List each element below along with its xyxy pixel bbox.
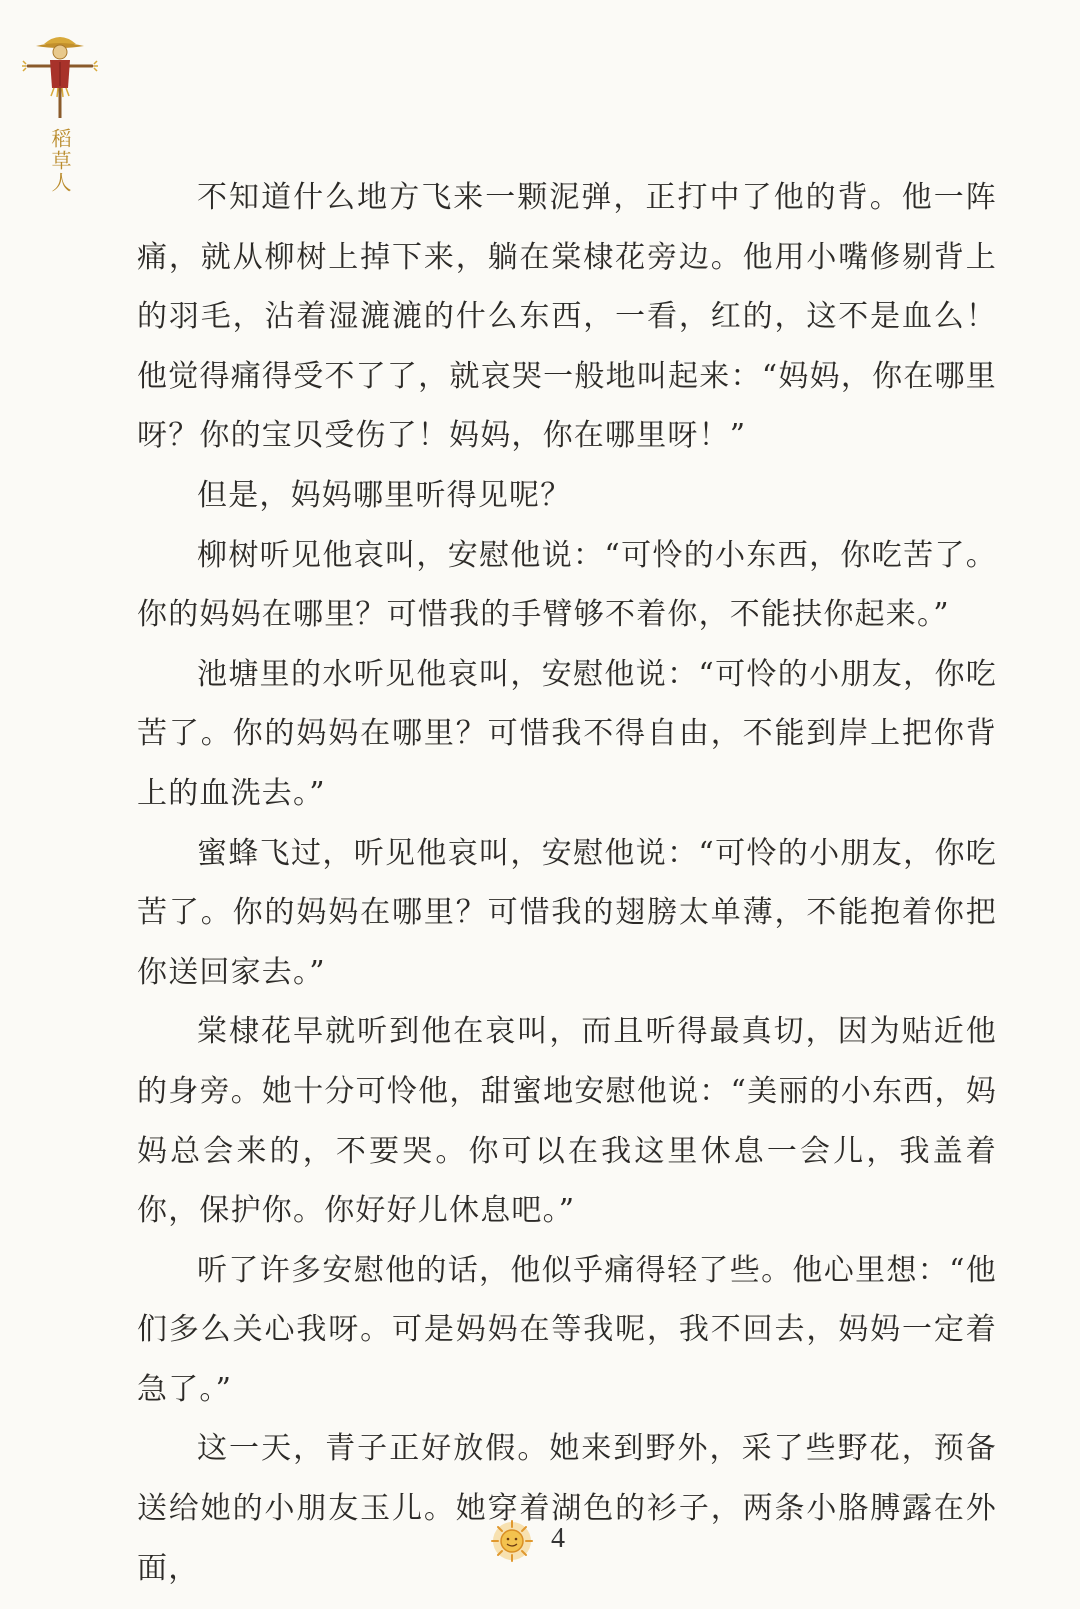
paragraph: 柳树听见他哀叫，安慰他说：“可怜的小东西，你吃苦了。你的妈妈在哪里？可惜我的手臂够不着你，不能扶你起来。”	[137, 537, 997, 633]
paragraph: 棠棣花早就听到他在哀叫，而且听得最真切，因为贴近他的身旁。她十分可怜他，甜蜜地安慰他说：“美丽的小东西，妈妈总会来的，不要哭。你可以在我这里休息一会儿，我盖着你，保护你。你好好儿休息吧。”	[137, 1014, 997, 1229]
paragraph: 蜜蜂飞过，听见他哀叫，安慰他说：“可怜的小朋友，你吃苦了。你的妈妈在哪里？可惜我的翅膀太单薄，不能抱着你把你送回家去。”	[137, 835, 997, 990]
book-title: 稻草人	[48, 128, 72, 194]
paragraph: 池塘里的水听见他哀叫，安慰他说：“可怜的小朋友，你吃苦了。你的妈妈在哪里？可惜我不得自由，不能到岸上把你背上的血洗去。”	[137, 656, 997, 811]
paragraph: 但是，妈妈哪里听得见呢？	[197, 477, 572, 513]
body-text	[137, 168, 997, 1598]
paragraph: 不知道什么地方飞来一颗泥弹，正打中了他的背。他一阵痛，就从柳树上掉下来，躺在棠棣花旁边。他用小嘴修剔背上的羽毛，沾着湿漉漉的什么东西，一看，红的，这不是血么！他觉得痛得受不了了，就哀哭一般地叫起来：“妈妈，你在哪里呀？你的宝贝受伤了！妈妈，你在哪里呀！”	[137, 180, 997, 454]
page-footer	[0, 1515, 1080, 1567]
paragraph: 听了许多安慰他的话，他似乎痛得轻了些。他心里想：“他们多么关心我呀。可是妈妈在等我呢，我不回去，妈妈一定着急了。”	[137, 1252, 997, 1407]
page-number: 4	[551, 1523, 565, 1554]
sun-icon	[490, 1519, 534, 1563]
paragraph: 这一天，青子正好放假。她来到野外，采了些野花，预备送给她的小朋友玉儿。她穿着湖色的衫子，两条小胳膊露在外面，	[137, 1431, 997, 1586]
scarecrow-icon	[22, 22, 98, 122]
